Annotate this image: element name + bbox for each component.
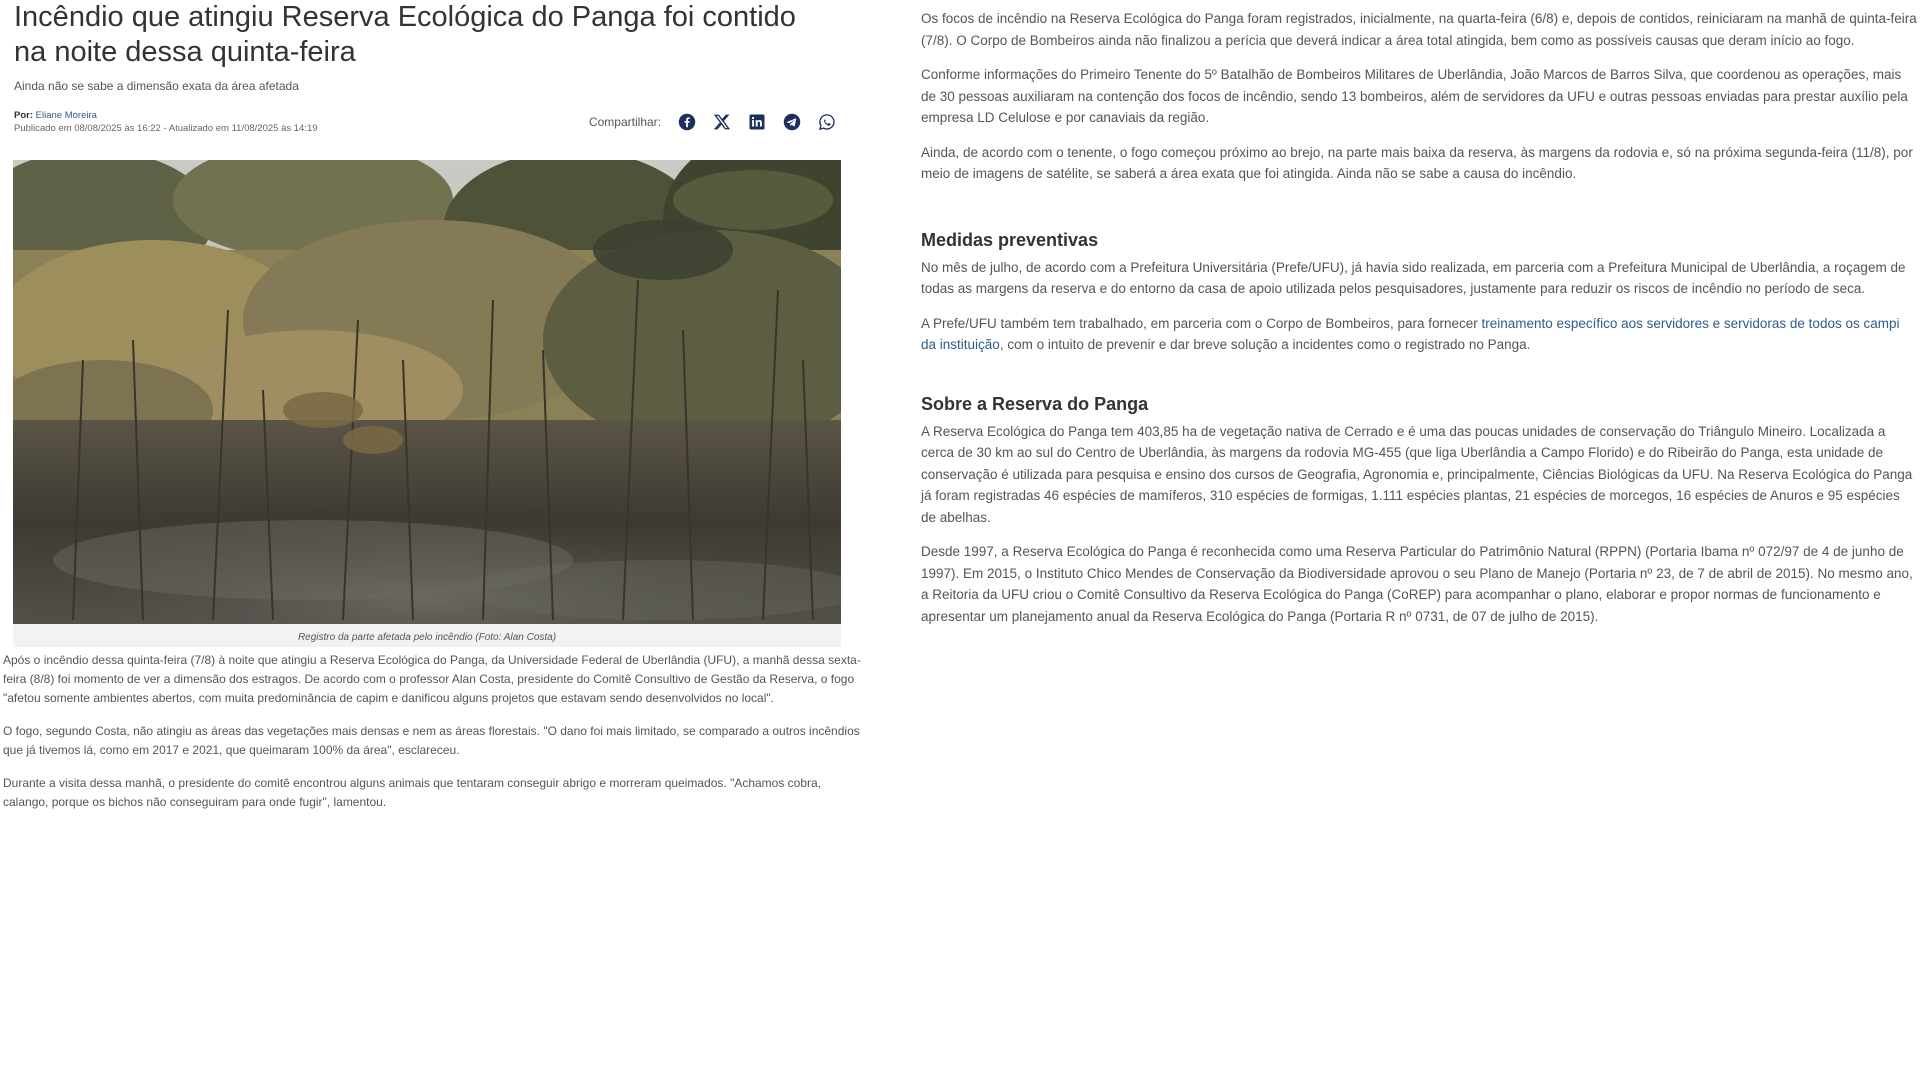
article-subtitle: Ainda não se sabe a dimensão exata da área afetada bbox=[14, 79, 299, 93]
left-body bbox=[3, 651, 865, 812]
left-column bbox=[3, 0, 865, 826]
publish-date: Publicado em 08/08/2025 às 16:22 - Atualizado em 11/08/2025 às 14:19 bbox=[14, 123, 318, 134]
section-heading: Sobre a Reserva do Panga bbox=[921, 393, 1149, 414]
paragraph: Os focos de incêndio na Reserva Ecológica do Panga foram registrados, inicialmente, na quarta-feira (6/8) e, depois de contidos, reiniciaram na manhã de quinta-feira (7/8). O Corpo de Bombeiros ainda não finalizou a perícia que deverá indicar a área total atingida, bem como as possíveis causas que deram início ao fogo. bbox=[921, 11, 1917, 48]
share-label: Compartilhar: bbox=[588, 115, 661, 129]
x-icon[interactable] bbox=[704, 111, 739, 133]
paragraph: Após o incêndio dessa quinta-feira (7/8) à noite que atingiu a Reserva Ecológica do Panga, da Universidade Federal de Uberlândia (UFU), a manhã dessa sexta-feira (8/8) foi momento de ver a dimensão dos estragos. De acordo com o professor Alan Costa, presidente do Comitê Consultivo de Gestão da Reserva, o fogo "afetou somente ambientes abertos, com muita predominância de capim e danificou alguns projetos que estavam sendo desenvolvidos no local". bbox=[3, 653, 861, 705]
paragraph-text: A Prefe/UFU também tem trabalhado, em parceria com o Corpo de Bombeiros, para fornecer bbox=[921, 315, 1482, 331]
paragraph: Desde 1997, a Reserva Ecológica do Panga é reconhecida como uma Reserva Particular do Patrimônio Natural (RPPN) (Portaria Ibama nº 072/97 de 4 de junho de 1997). Em 2015, o Instituto Chico Mendes de Conservação da Biodiversidade aprovou o seu Plano de Manejo (Portaria nº 23, de 7 de abril de 2015). No mesmo ano, a Reitoria da UFU criou o Comitê Consultivo da Reserva Ecológica do Panga (CoREP) para acompanhar o plano, elaborar e propor normas de funcionamento e apresentar um planejamento anual da Reserva Ecológica do Panga (Portaria R nº 0731, de 07 de julho de 2015). bbox=[921, 544, 1913, 624]
photo-figure bbox=[13, 160, 841, 647]
paragraph: No mês de julho, de acordo com a Prefeitura Universitária (Prefe/UFU), já havia sido realizada, em parceria com a Prefeitura Municipal de Uberlândia, a roçagem de todas as margens da reserva e do entorno da casa de apoio utilizada pelos pesquisadores, justamente para reduzir os riscos de incêndio no período de seca. bbox=[921, 259, 1906, 296]
paragraph: Durante a visita dessa manhã, o presidente do comitê encontrou alguns animais que tentaram conseguir abrigo e morreram queimados. "Achamos cobra, calango, porque os bichos não conseguiram para onde fugir", lamentou. bbox=[3, 776, 822, 809]
meta-row bbox=[14, 109, 844, 139]
paragraph: Conforme informações do Primeiro Tenente do 5º Batalhão de Bombeiros Militares de Uberlândia, João Marcos de Barros Silva, que coordenou as operações, mais de 30 pessoas auxiliaram na contenção dos focos de incêndio, sendo 13 bombeiros, além de servidores da UFU e outras pessoas enviadas para prestar auxílio pela empresa LD Celulose e por canaviais da região. bbox=[921, 67, 1908, 125]
training-link[interactable]: treinamento específico aos servidores e servidoras de todos os campi da instituição bbox=[921, 315, 1900, 352]
paragraph-text: , com o intuito de prevenir e dar breve solução a incidentes como o registrado no Panga. bbox=[999, 337, 1531, 352]
article-title: Incêndio que atingiu Reserva Ecológica do Panga foi contido na noite dessa quinta-feira bbox=[14, 1, 796, 68]
telegram-icon[interactable] bbox=[774, 111, 809, 133]
paragraph bbox=[921, 313, 1917, 356]
linkedin-icon[interactable] bbox=[739, 111, 774, 133]
photo-caption: Registro da parte afetada pelo incêndio (Foto: Alan Costa) bbox=[297, 632, 557, 643]
burned-vegetation-photo bbox=[13, 160, 841, 624]
author-link[interactable]: Eliane Moreira bbox=[35, 110, 97, 121]
paragraph: A Reserva Ecológica do Panga tem 403,85 ha de vegetação nativa de Cerrado e é uma das poucas unidades de conservação do Triângulo Mineiro. Localizada a cerca de 30 km ao sul do Centro de Uberlândia, às margens da rodovia MG-455 (que liga Uberlândia a Campo Florido) e do Ribeirão do Panga, esta unidade de conservação é utilizada para pesquisa e ensino dos cursos de Geografia, Agronomia e, principalmente, Ciências Biológicas da UFU. Na Reserva Ecológica do Panga já foram registradas 46 espécies de mamíferos, 310 espécies de formigas, 1.111 espécies plantas, 21 espécies de morcegos, 16 espécies de Anuros e 95 espécies de abelhas. bbox=[921, 423, 1913, 525]
section-preventive bbox=[921, 230, 1917, 356]
right-column bbox=[921, 8, 1917, 640]
by-label: Por: bbox=[14, 110, 33, 121]
section-heading: Medidas preventivas bbox=[921, 229, 1099, 250]
paragraph: O fogo, segundo Costa, não atingiu as áreas das vegetações mais densas e nem as áreas florestais. "O dano foi mais limitado, se comparado a outros incêndios que já tivemos lá, como em 2017 e 2021, que queimaram 100% da área", esclareceu. bbox=[3, 724, 860, 757]
share-bar bbox=[589, 111, 844, 133]
whatsapp-icon[interactable] bbox=[809, 111, 844, 133]
facebook-icon[interactable] bbox=[669, 111, 704, 133]
section-about bbox=[921, 394, 1917, 628]
paragraph: Ainda, de acordo com o tenente, o fogo começou próximo ao brejo, na parte mais baixa da reserva, às margens da rodovia e, só na próxima segunda-feira (11/8), por meio de imagens de satélite, se saberá a área exata que foi atingida. Ainda não se sabe a causa do incêndio. bbox=[921, 144, 1913, 181]
